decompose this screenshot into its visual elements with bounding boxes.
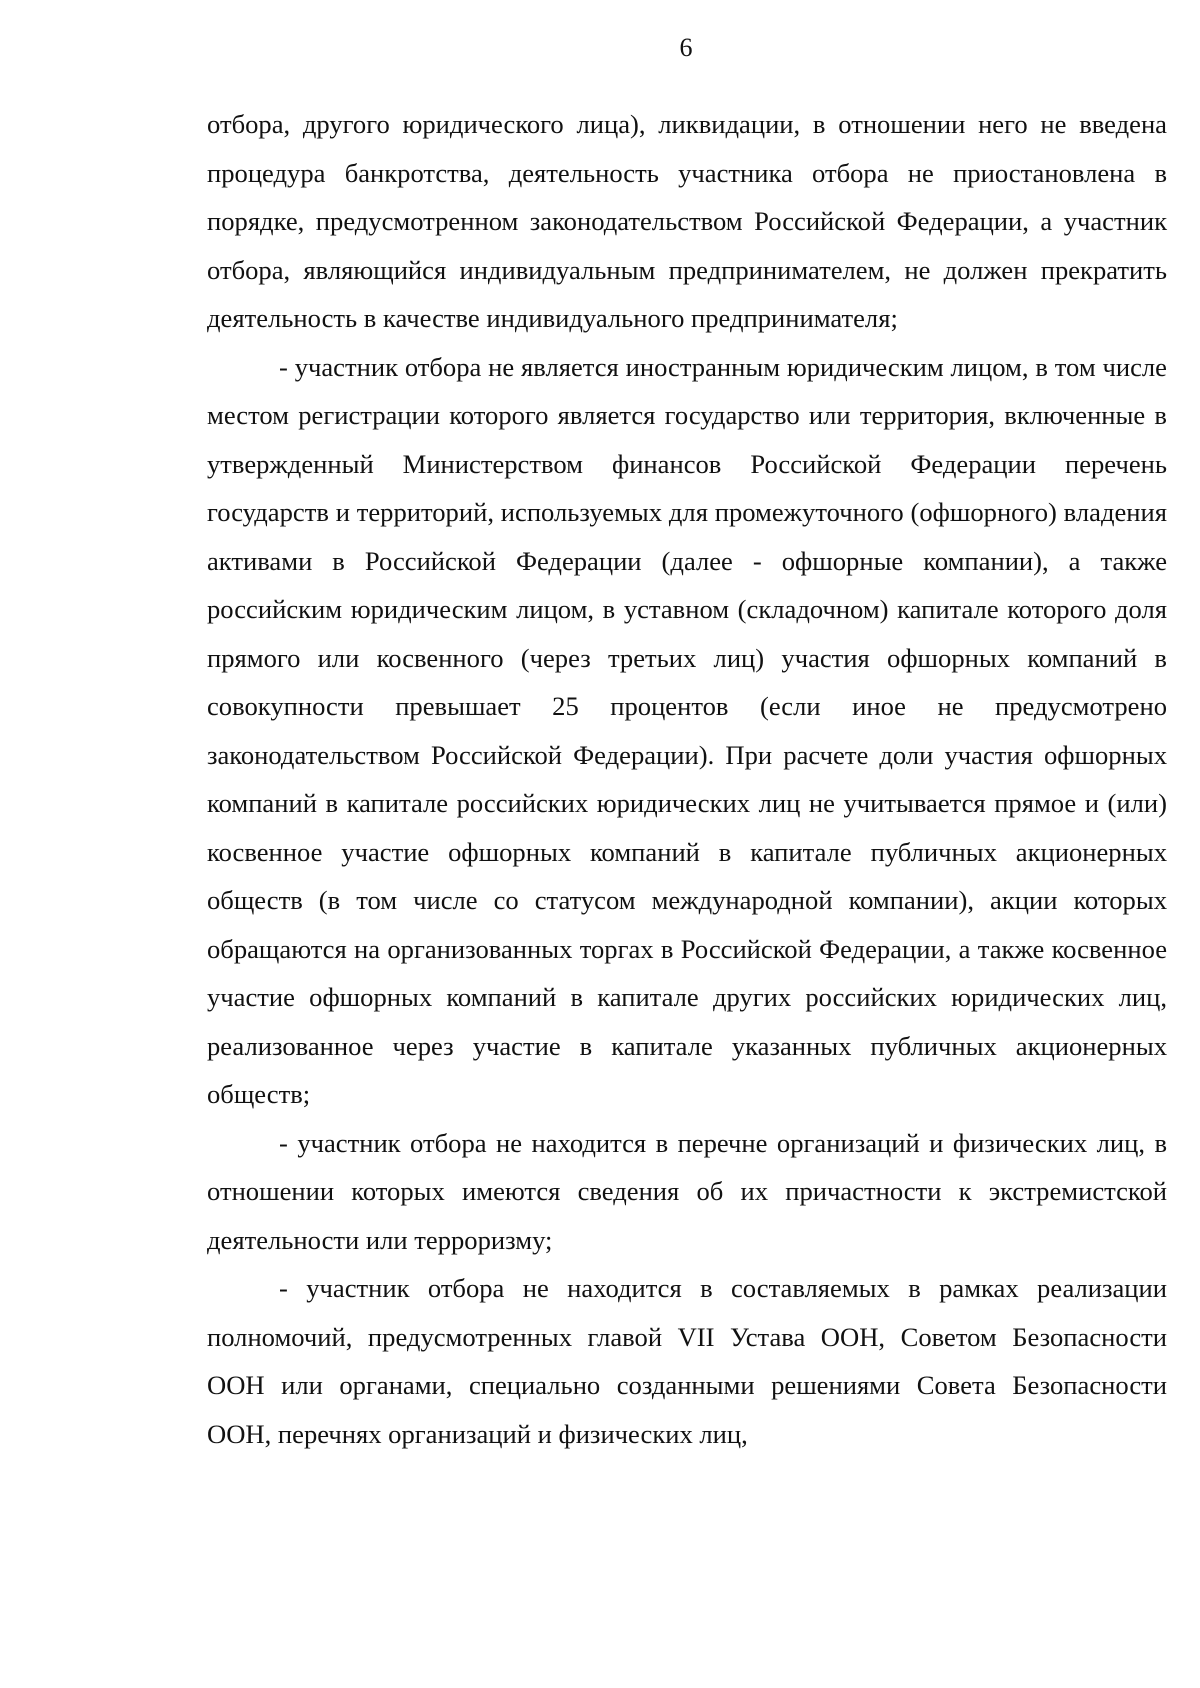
paragraph-un-security-council-list: - участник отбора не находится в составляемых в рамках реализации полномочий, предусмотренных главой VII Устава ООН, Советом Безопасности ООН или органами, специально созданными решениями Совета Безопасности ООН, перечнях организаций и физических лиц,	[207, 1273, 1167, 1449]
page-number: 6	[679, 33, 693, 62]
paragraph-extremism-list: - участник отбора не находится в перечне организаций и физических лиц, в отношении которых имеются сведения об их причастности к экстремистской деятельности или терроризму;	[207, 1127, 1167, 1255]
paragraph-continuation: отбора, другого юридического лица), ликвидации, в отношении него не введена процедура банкротства, деятельность участника отбора не приостановлена в порядке, предусмотренном законодательством Российской Федерации, а участник отбора, являющийся индивидуальным предпринимателем, не должен прекратить деятельность в качестве индивидуального предпринимателя;	[207, 109, 1167, 333]
paragraph-offshore-requirement: - участник отбора не является иностранным юридическим лицом, в том числе местом регистрации которого является государство или территория, включенные в утвержденный Министерством финансов Российской Федерации перечень государств и территорий, используемых для промежуточного (офшорного) владения активами в Российской Федерации (далее - офшорные компании), а также российским юридическим лицом, в уставном (складочном) капитале которого доля прямого или косвенного (через третьих лиц) участия офшорных компаний в совокупности превышает 25 процентов (если иное не предусмотрено законодательством Российской Федерации). При расчете доли участия офшорных компаний в капитале российских юридических лиц не учитывается прямое и (или) косвенное участие офшорных компаний в капитале публичных акционерных обществ (в том числе со статусом международной компании), акции которых обращаются на организованных торгах в Российской Федерации, а также косвенное участие офшорных компаний в капитале других российских юридических лиц, реализованное через участие в капитале указанных публичных акционерных обществ;	[207, 351, 1167, 1109]
document-body	[207, 100, 1167, 1458]
